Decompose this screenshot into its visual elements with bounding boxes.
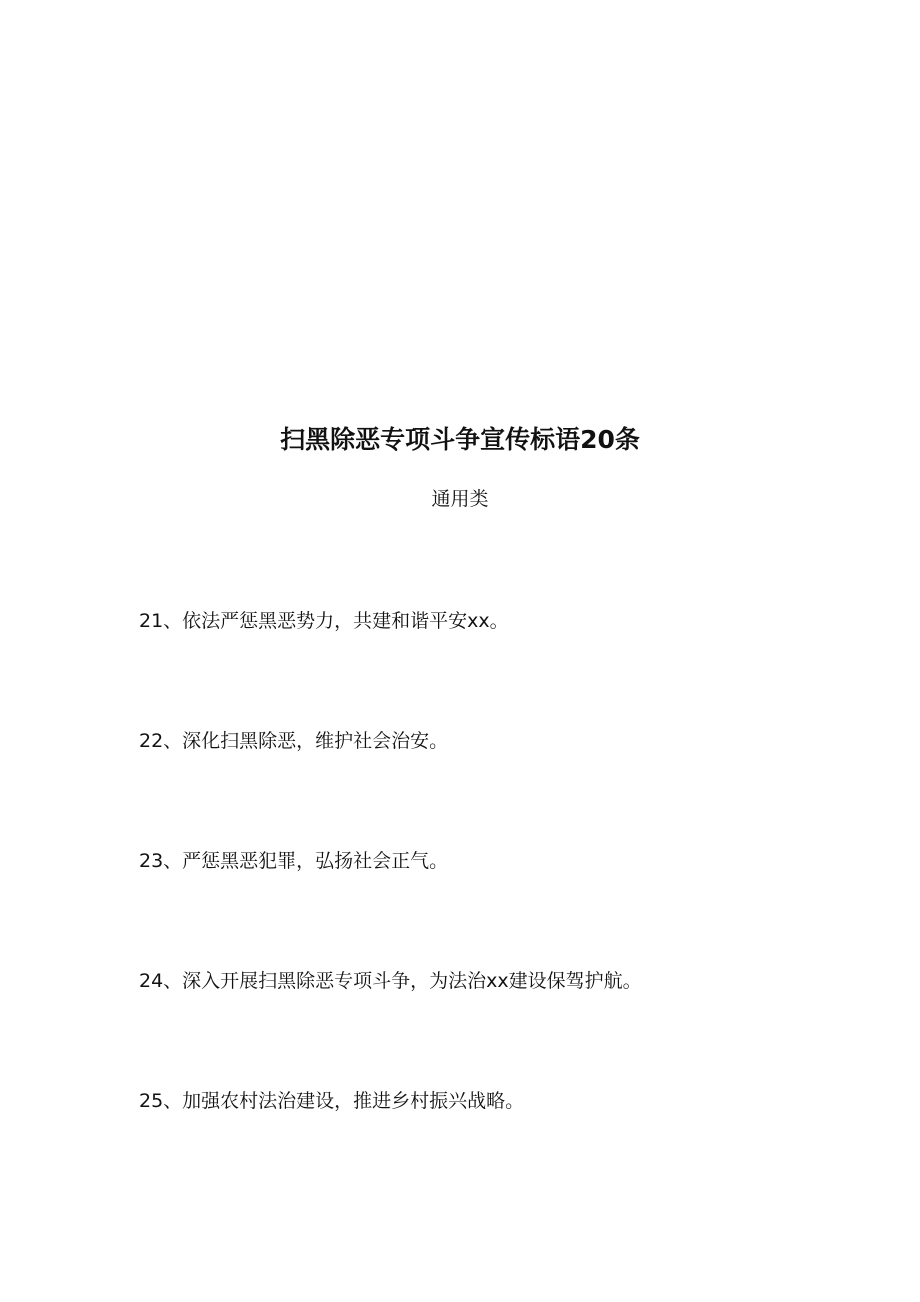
slogan-item: 23、严惩黑恶犯罪，弘扬社会正气。 bbox=[139, 850, 449, 872]
slogan-item: 21、依法严惩黑恶势力，共建和谐平安xx。 bbox=[139, 610, 509, 632]
slogan-item: 24、深入开展扫黑除恶专项斗争，为法治xx建设保驾护航。 bbox=[139, 970, 642, 992]
slogan-item: 25、加强农村法治建设，推进乡村振兴战略。 bbox=[139, 1090, 525, 1112]
slogan-item: 22、深化扫黑除恶，维护社会治安。 bbox=[139, 730, 449, 752]
slogan-list bbox=[139, 604, 879, 1204]
document-title: 扫黑除恶专项斗争宣传标语20条 bbox=[280, 425, 640, 454]
document-subtitle: 通用类 bbox=[431, 488, 489, 510]
